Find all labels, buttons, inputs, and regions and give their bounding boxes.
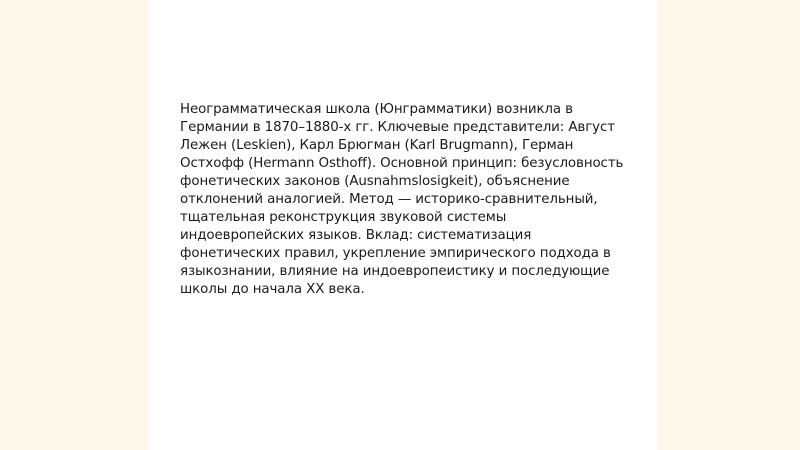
body-paragraph: Неограмматическая школа (Юнграмматики) возникла в Германии в 1870–1880-х гг. Ключевые представители: Август Лежен (Leskien), Карл Брюгман (Karl Brugmann), Герман Остхофф (Hermann Osthoff). Основной принцип: безусловность фонетических законов (Ausnahmslosigkeit), объяснение отклонений аналогией. Метод — историко-сравнительный, тщательная реконструкция звуковой системы индоевропейских языков. Вклад: систематизация фонетических правил, укрепление эмпирического подхода в языкознании, влияние на индоевропеистику и последующие школы до начала XX века.: [180, 102, 624, 297]
document-page: [148, 0, 658, 450]
